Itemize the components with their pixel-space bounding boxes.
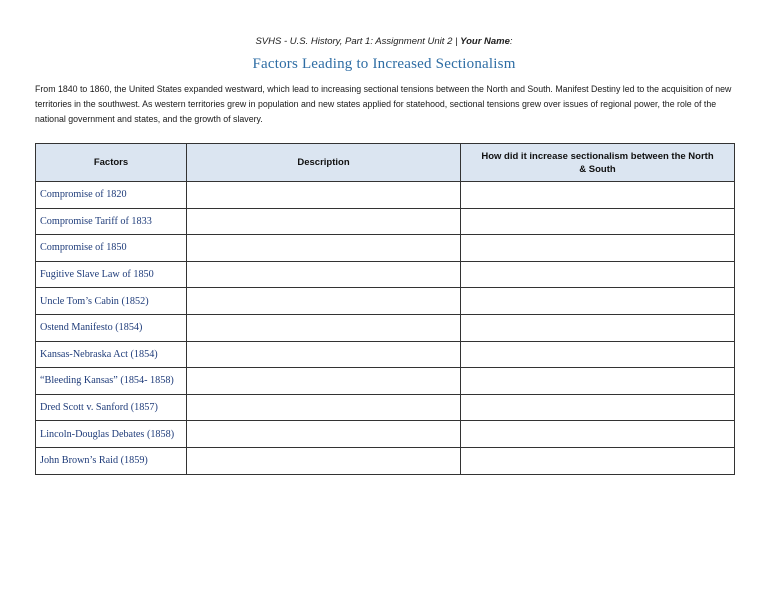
your-name-label: Your Name (460, 36, 510, 47)
description-cell[interactable] (187, 261, 461, 288)
header-description: Description (187, 144, 461, 182)
factor-cell: John Brown’s Raid (1859) (36, 447, 187, 474)
table-row (36, 394, 735, 421)
sectionalism-cell[interactable] (461, 368, 735, 395)
factor-cell: Compromise Tariff of 1833 (36, 208, 187, 235)
sectionalism-cell[interactable] (461, 261, 735, 288)
sectionalism-cell[interactable] (461, 421, 735, 448)
sectionalism-cell[interactable] (461, 182, 735, 209)
sectionalism-cell[interactable] (461, 208, 735, 235)
description-cell[interactable] (187, 182, 461, 209)
course-label: SVHS - U.S. History, Part 1: Assignment Unit 2 | (255, 36, 458, 47)
description-cell[interactable] (187, 208, 461, 235)
factor-cell: Kansas-Nebraska Act (1854) (36, 341, 187, 368)
header-sectionalism-question: How did it increase sectionalism between the North & South (461, 144, 735, 182)
page-title: Factors Leading to Increased Sectionalism (252, 56, 516, 72)
table-row (36, 421, 735, 448)
factor-cell: Ostend Manifesto (1854) (36, 314, 187, 341)
factor-cell: Compromise of 1820 (36, 182, 187, 209)
table-row (36, 261, 735, 288)
sectionalism-cell[interactable] (461, 288, 735, 315)
table-row (36, 235, 735, 262)
description-cell[interactable] (187, 341, 461, 368)
table-row (36, 314, 735, 341)
table-row (36, 341, 735, 368)
factors-table (35, 143, 735, 475)
intro-paragraph: From 1840 to 1860, the United States expanded westward, which lead to increasing sectional tensions between the North and South. Manifest Destiny led to the acquisition of new territories in the southwest. As western territories grew in population and new states applied for statehood, sectional tensions grew over issues of regional power, the role of the national government and states, and the growth of slavery. (35, 84, 732, 124)
factor-cell: Compromise of 1850 (36, 235, 187, 262)
sectionalism-cell[interactable] (461, 394, 735, 421)
description-cell[interactable] (187, 235, 461, 262)
your-name-colon: : (509, 36, 513, 47)
table-row (36, 182, 735, 209)
sectionalism-cell[interactable] (461, 235, 735, 262)
sectionalism-cell[interactable] (461, 447, 735, 474)
factor-cell: “Bleeding Kansas” (1854- 1858) (36, 368, 187, 395)
header-factors: Factors (36, 144, 187, 182)
table-row (36, 447, 735, 474)
description-cell[interactable] (187, 314, 461, 341)
description-cell[interactable] (187, 368, 461, 395)
factor-cell: Fugitive Slave Law of 1850 (36, 261, 187, 288)
factor-cell: Uncle Tom’s Cabin (1852) (36, 288, 187, 315)
description-cell[interactable] (187, 394, 461, 421)
table-row (36, 288, 735, 315)
factor-cell: Lincoln-Douglas Debates (1858) (36, 421, 187, 448)
sectionalism-cell[interactable] (461, 314, 735, 341)
assignment-header (0, 36, 768, 47)
table-row (36, 208, 735, 235)
sectionalism-cell[interactable] (461, 341, 735, 368)
description-cell[interactable] (187, 447, 461, 474)
description-cell[interactable] (187, 288, 461, 315)
table-row (36, 368, 735, 395)
description-cell[interactable] (187, 421, 461, 448)
factor-cell: Dred Scott v. Sanford (1857) (36, 394, 187, 421)
table-header-row (36, 144, 735, 182)
